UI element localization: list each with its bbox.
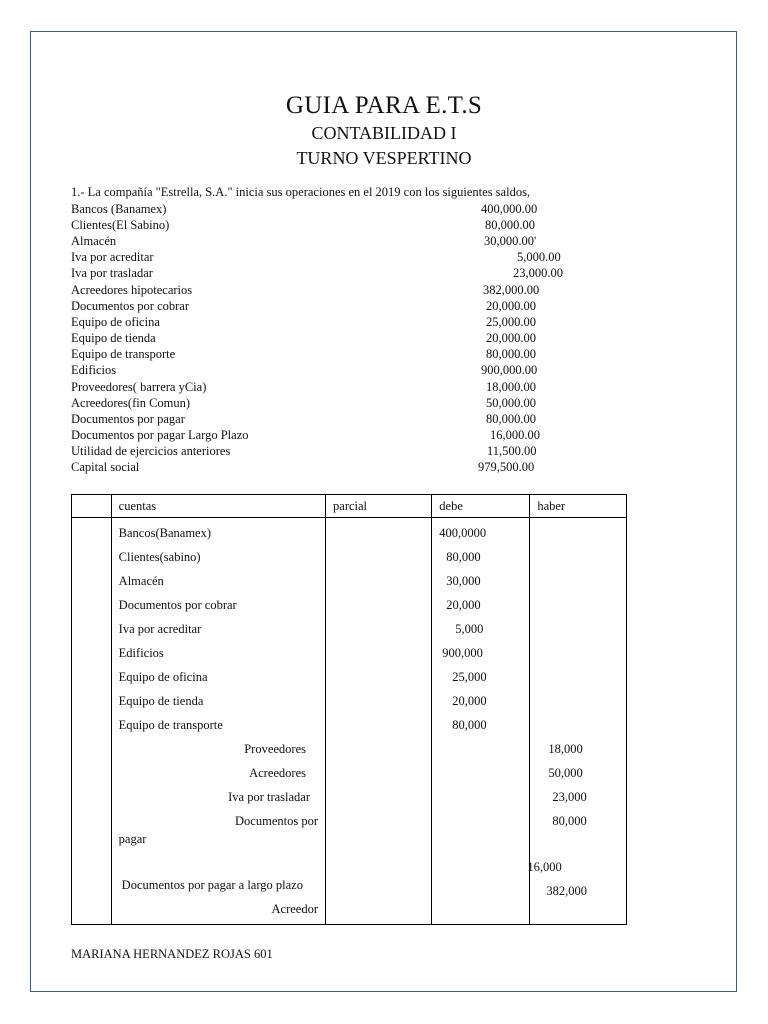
balance-amount: 16,000.00 xyxy=(490,428,540,442)
debit-account: Bancos(Banamex) xyxy=(118,526,211,540)
balance-amount: 900,000.00 xyxy=(481,363,538,377)
credit-account: Proveedores xyxy=(244,742,307,756)
haber-cell xyxy=(527,518,627,925)
balance-amount: 5,000.00 xyxy=(517,250,561,264)
debe-header: debe xyxy=(432,495,530,518)
balance-amount: 23,000.00 xyxy=(513,266,563,280)
debit-amount: 80,000 xyxy=(452,718,487,732)
credit-account: Acreedor xyxy=(271,902,319,916)
balance-account: Almacén xyxy=(71,234,117,248)
parcial-cell xyxy=(326,518,432,925)
debit-account: Equipo de transporte xyxy=(118,718,223,732)
balance-account: Acreedores hipotecarios xyxy=(71,283,193,297)
cuentas-header: cuentas xyxy=(111,495,325,518)
credit-amount: 80,000 xyxy=(552,814,587,828)
table-header-row xyxy=(72,495,627,518)
balance-account: Proveedores( barrera yCia) xyxy=(71,380,207,394)
credit-account-continued: pagar xyxy=(118,832,147,846)
debit-amount: 5,000 xyxy=(455,622,484,636)
balance-amount: 382,000.00 xyxy=(483,283,540,297)
debit-amount: 400,0000 xyxy=(439,526,487,540)
index-cell xyxy=(72,518,112,925)
credit-account: Iva por trasladar xyxy=(228,790,311,804)
debit-amount: 30,000 xyxy=(446,574,481,588)
balance-amount: 11,500.00 xyxy=(487,444,537,458)
balance-amount: 979,500.00 xyxy=(478,460,535,474)
debit-account: Documentos por cobrar xyxy=(118,598,237,612)
haber-header: haber xyxy=(530,495,627,518)
shift-subtitle: TURNO VESPERTINO xyxy=(296,148,472,168)
debit-account: Edificios xyxy=(118,646,164,660)
balance-amount: 80,000.00 xyxy=(486,347,536,361)
exercise-intro: 1.- La compañía "Estrella, S.A." inicia sus operaciones en el 2019 con los siguientes saldos, xyxy=(71,185,531,199)
balance-amount: 30,000.00' xyxy=(484,234,537,248)
balance-account: Capital social xyxy=(71,460,140,474)
debit-amount: 25,000 xyxy=(452,670,487,684)
balance-amount: 80,000.00 xyxy=(486,412,536,426)
debit-account: Almacén xyxy=(118,574,164,588)
balance-amount: 18,000.00 xyxy=(486,380,536,394)
credit-amount: 16,000 xyxy=(527,860,562,874)
cuentas-cell xyxy=(111,518,325,925)
author-footer: MARIANA HERNANDEZ ROJAS 601 xyxy=(71,947,273,961)
balance-account: Documentos por pagar xyxy=(71,412,185,426)
credit-amount: 23,000 xyxy=(552,790,587,804)
balance-account: Equipo de tienda xyxy=(71,331,156,345)
index-header-cell xyxy=(72,495,112,518)
document-title: GUIA PARA E.T.S xyxy=(285,92,483,119)
balance-amount: 400,000.00 xyxy=(481,202,538,216)
balance-account: Equipo de transporte xyxy=(71,347,176,361)
debit-amount: 80,000 xyxy=(446,550,481,564)
balance-account: Iva por acreditar xyxy=(71,250,154,264)
balance-account: Documentos por pagar Largo Plazo xyxy=(71,428,249,442)
debit-account: Equipo de tienda xyxy=(118,694,204,708)
balance-account: Clientes(El Sabino) xyxy=(71,218,170,232)
course-subtitle: CONTABILIDAD I xyxy=(311,123,457,143)
credit-amount: 50,000 xyxy=(548,766,583,780)
journal-table xyxy=(71,494,627,925)
balance-amount: 20,000.00 xyxy=(486,299,536,313)
balance-amount: 80,000.00 xyxy=(485,218,535,232)
balance-account: Edificios xyxy=(71,363,117,377)
debit-account: Equipo de oficina xyxy=(118,670,208,684)
credit-amount: 18,000 xyxy=(548,742,583,756)
debit-amount: 900,000 xyxy=(442,646,483,660)
debe-cell xyxy=(432,518,530,925)
balance-account: Utilidad de ejercicios anteriores xyxy=(71,444,231,458)
credit-account: Documentos por pagar a largo plazo xyxy=(121,878,303,892)
table-body-row xyxy=(72,518,627,925)
debit-account: Iva por acreditar xyxy=(118,622,202,636)
debit-account: Clientes(sabino) xyxy=(118,550,201,564)
balance-amount: 20,000.00 xyxy=(486,331,536,345)
credit-account: Acreedores xyxy=(249,766,307,780)
balance-account: Documentos por cobrar xyxy=(71,299,190,313)
balance-account: Equipo de oficina xyxy=(71,315,160,329)
debit-amount: 20,000 xyxy=(446,598,481,612)
balance-account: Bancos (Banamex) xyxy=(71,202,167,216)
parcial-header: parcial xyxy=(326,495,432,518)
balance-amount: 50,000.00 xyxy=(486,396,536,410)
credit-account: Documentos por xyxy=(235,814,319,828)
balance-account: Acreedores(fin Comun) xyxy=(71,396,191,410)
balance-amount: 25,000.00 xyxy=(486,315,536,329)
credit-amount: 382,000 xyxy=(546,884,587,898)
debit-amount: 20,000 xyxy=(452,694,487,708)
balance-account: Iva por trasladar xyxy=(71,266,153,280)
